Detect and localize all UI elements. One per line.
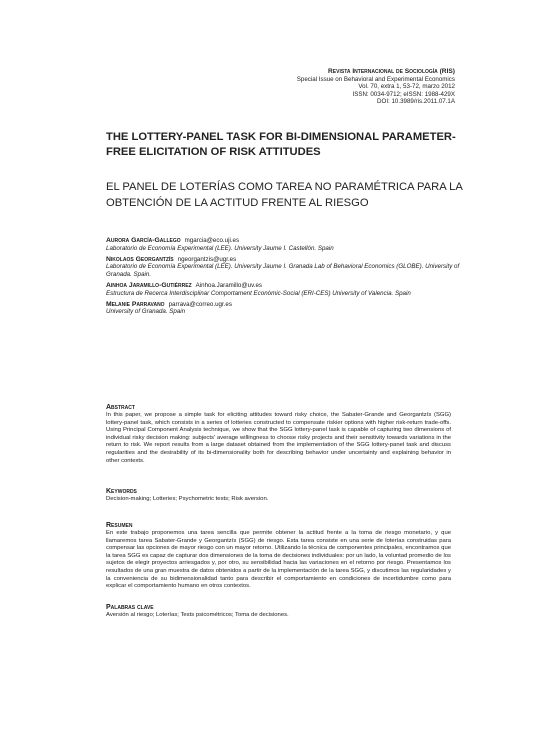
keywords-text: Decision-making; Lotteries; Psychometric tests; Risk aversion. <box>106 496 269 502</box>
palabras-clave-section <box>106 604 451 620</box>
journal-volume: Vol. 70, extra 1, 53-72, marzo 2012 <box>358 83 455 91</box>
palabras-clave-heading: Palabras clave <box>106 604 154 611</box>
keywords-section <box>106 488 451 504</box>
author-affiliation: Estructura de Recerca Interdisciplinar Comportament Econòmic-Social (ERI-CES) University of Valencia. Spain <box>106 289 411 297</box>
author-affiliation: University of Granada. Spain <box>106 308 186 316</box>
author-list <box>106 237 461 319</box>
resumen-heading: Resumen <box>106 522 133 529</box>
author-affiliation: Laboratorio de Economía Experimental (LEE). University Jaume I. Granada Lab of Behavioral Economics (GLOBE). University of Granada. Spain. <box>106 263 460 278</box>
keywords-heading: Keywords <box>106 488 137 495</box>
author-email[interactable]: Ainhoa.Jaramillo@uv.es <box>195 281 262 289</box>
author-entry <box>106 237 461 252</box>
resumen-text: En este trabajo proponemos una tarea sencilla que permite obtener la actitud frente a la toma de riesgo monetario, y que llamaremos tarea Sabater-Grande y Georgantzís (SGG) de riesgo. Esta tarea consiste en una serie de loterías construidas para compensar las opciones de mayor riesgo con un mayor retorno. Utilizando la técnica de componentes principales, encontramos que la tarea SGG es capaz de capturar dos dimensiones de la toma de decisiones individuales: por un lado, la voluntad promedio de los sujetos de elegir proyectos arriesgados y, por otro, su sensibilidad hacia las variaciones en el retorno por riesgo. Presentamos los resultados de una gran muestra de datos obtenidos a partir de la implementación de la tarea SGG, y discutimos las regularidades y la conveniencia de su bidimensionalidad tanto para describir el comportamiento en condiciones de incertidumbre como para explicar el comportamiento humano en otros contextos. <box>106 530 451 590</box>
journal-issn: ISSN: 0034-9712; eISSN: 1988-429X <box>352 90 455 98</box>
author-affiliation: Laboratorio de Economía Experimental (LEE). University Jaume I. Castellón. Spain <box>106 244 334 252</box>
title-english: THE LOTTERY-PANEL TASK FOR BI-DIMENSIONAL PARAMETER-FREE ELICITATION OF RISK ATTITUDES <box>106 131 456 158</box>
abstract-text: In this paper, we propose a simple task for eliciting attitudes toward risky choice, the Sabater-Grande and Georgantzís (SGG) lottery-panel task, which consists in a series of lotteries constructed to compensate riskier options with higher risk-return trade-offs. Using Principal Component Analysis technique, we show that the SGG lottery-panel task is capable of capturing two dimensions of individual risky decision making: subjects' average willingness to choose risky projects and their sensitivity towards variations in the return to risk. We report results from a large dataset obtained from the implementation of the SGG lottery-panel task and discuss regularities and the desirability of its bi-dimensionality both for describing behavior under uncertainty and explaining behavior in other contexts. <box>106 412 451 464</box>
author-name: Aurora García-Gallego <box>106 237 181 244</box>
author-name: Melanie Parravano <box>106 300 165 308</box>
author-entry <box>106 282 461 297</box>
abstract-section <box>106 404 451 465</box>
author-name: Ainhoa Jaramillo-Gutiérrez <box>106 281 192 289</box>
author-email[interactable]: parrava@correo.ugr.es <box>168 300 232 308</box>
author-entry <box>106 301 461 316</box>
palabras-clave-text: Aversión al riesgo; Loterías; Tests psicométricos; Toma de decisiones. <box>106 612 289 618</box>
author-email[interactable]: ngeorgantzis@ugr.es <box>177 255 237 263</box>
author-email[interactable]: mgarcia@eco.uji.es <box>184 237 240 244</box>
author-name: Nikolaos Georgantzís <box>106 255 174 263</box>
journal-issue: Special Issue on Behavioral and Experimental Economics <box>296 75 455 83</box>
resumen-section <box>106 522 451 591</box>
author-entry <box>106 256 461 279</box>
abstract-heading: Abstract <box>106 404 135 411</box>
journal-doi: DOI: 10.3989/ris.2011.07.1A <box>377 98 455 106</box>
journal-name: Revista Internacional de Sociología (RIS) <box>328 68 455 75</box>
journal-header <box>297 68 455 106</box>
title-spanish: EL PANEL DE LOTERÍAS COMO TAREA NO PARAMÉTRICA PARA LA OBTENCIÓN DE LA ACTITUD FRENTE AL RIESGO <box>106 181 463 209</box>
